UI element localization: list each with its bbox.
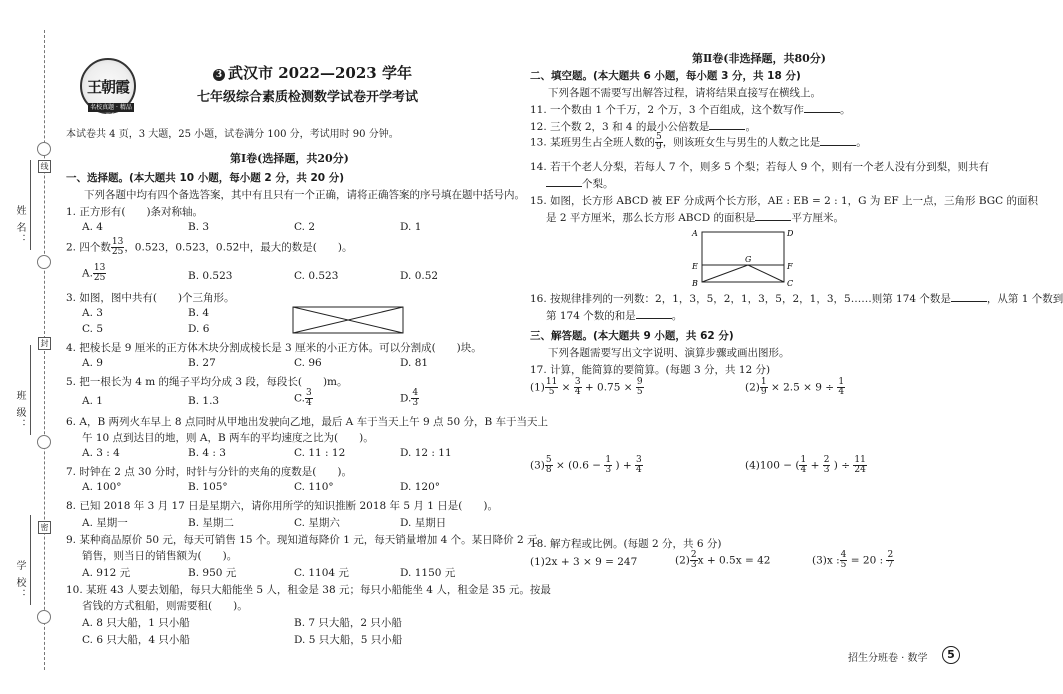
binding-mark-mi: 密	[38, 521, 51, 534]
q6-option-c: C. 11 : 12	[294, 447, 346, 459]
binding-line	[44, 30, 45, 670]
fig-label-b: B	[692, 279, 698, 288]
q15-stem-line2: 是 2 平方厘米，那么长方形 ABCD 的面积是 平方厘米。	[546, 212, 844, 224]
name-label: 姓 名：	[14, 205, 25, 247]
name-field[interactable]	[30, 160, 31, 250]
q14-stem-line2: 个梨。	[546, 176, 614, 191]
section3-heading: 三、解答题。(本大题共 9 小题，共 62 分)	[530, 330, 734, 342]
q16-stem-line1: 16. 按规律排列的一列数：2，1，3，5，2，1，3，5，2，1，3，5……则第 174 个数是 ，从第 1 个数到	[530, 293, 1063, 305]
binding-hole	[37, 610, 51, 624]
logo-banner: 名校真题 · 精品课程	[88, 103, 134, 112]
q3-option-c: C. 5	[82, 323, 104, 335]
q11-stem: 11. 一个数由 1 个千万，2 个万，3 个百组成，这个数写作 。	[530, 104, 851, 116]
q3-triangle-figure	[292, 306, 404, 334]
q7-option-d: D. 120°	[400, 481, 441, 493]
q8-option-d: D. 星期日	[400, 517, 447, 529]
class-field[interactable]	[30, 345, 31, 435]
school-label: 学 校：	[14, 560, 25, 602]
section1-heading: 一、选择题。(本大题共 10 小题，每小题 2 分，共 20 分)	[66, 172, 345, 184]
q4-option-b: B. 27	[188, 357, 216, 369]
q9-option-b: B. 950 元	[188, 567, 237, 579]
q13-answer-blank[interactable]	[820, 145, 856, 146]
q18-2-equation: (2) $\frac{2}{3}$ x + 0.5x = 42	[675, 550, 771, 570]
q12-answer-blank[interactable]	[709, 129, 745, 130]
q2-option-b: B. 0.523	[188, 270, 233, 282]
footer-label: 招生分班卷 · 数学	[848, 653, 928, 664]
q10-option-c: C. 6 只大船，4 只小船	[82, 634, 190, 646]
q6-option-d: D. 12 : 11	[400, 447, 452, 459]
q3-option-a: A. 3	[82, 307, 103, 319]
q10-stem-line1: 10. 某班 43 人要去划船，每只大船能坐 5 人，租金是 38 元；每只小船能坐 4 人，租金是 35 元。按最	[66, 584, 551, 596]
q10-option-d: D. 5 只大船，5 只小船	[294, 634, 403, 646]
q11-answer-blank[interactable]	[804, 112, 840, 113]
q12-stem: 12. 三个数 2，3 和 4 的最小公倍数是 。	[530, 121, 756, 133]
q4-option-d: D. 81	[400, 357, 429, 369]
q17-stem: 17. 计算，能简算的要简算。(每题 3 分，共 12 分)	[530, 364, 771, 376]
q5-option-c: C. $\frac{3}{4}$	[294, 388, 312, 408]
binding-mark-xian: 线	[38, 160, 51, 173]
section3-instruction: 下列各题需要写出文字说明、演算步骤或画出图形。	[548, 347, 790, 359]
q3-stem: 3. 如图，图中共有( )个三角形。	[66, 292, 235, 304]
q2-option-d: D. 0.52̇	[400, 270, 439, 282]
binding-hole	[37, 142, 51, 156]
fig-label-g: G	[745, 255, 752, 264]
q10-option-b: B. 7 只大船，2 只小船	[294, 617, 402, 629]
q6-option-a: A. 3 : 4	[82, 447, 120, 459]
fig-label-d: D	[787, 229, 794, 238]
binding-hole	[37, 435, 51, 449]
q14-stem-line1: 14. 若干个老人分梨，若每人 7 个，则多 5 个梨；若每人 9 个，则有一个老人没有分到梨，则共有	[530, 161, 990, 173]
exam-title-line1: 3 武汉市 2022—2023 学年	[213, 62, 412, 83]
q9-option-a: A. 912 元	[82, 567, 131, 579]
q10-stem-line2: 省钱的方式租船，则需要租( )。	[82, 600, 248, 612]
q8-option-b: B. 星期二	[188, 517, 234, 529]
page-number: 5	[942, 646, 960, 664]
q2-option-c: C. 0.523̇	[294, 270, 339, 282]
q4-stem: 4. 把棱长是 9 厘米的正方体木块分割成棱长是 3 厘米的小正方体。可以分割成( )块。	[66, 342, 482, 354]
q16-answer-blank-2[interactable]	[636, 318, 672, 319]
q17-2-expression: (2) $\frac{1}{9}$ × 2.5 × 9 ÷ $\frac{1}{4}$	[745, 377, 845, 397]
q16-answer-blank-1[interactable]	[951, 301, 987, 302]
fig-label-a: A	[692, 229, 698, 238]
q6-option-b: B. 4 : 3	[188, 447, 226, 459]
binding-mark-feng: 封	[38, 337, 51, 350]
class-label: 班 级：	[14, 390, 25, 432]
q15-stem-line1: 15. 如图，长方形 ABCD 被 EF 分成两个长方形，AE : EB = 2 : 1，G 为 EF 上一点，三角形 BGC 的面积	[530, 195, 1039, 207]
part1-title: 第Ⅰ卷(选择题，共20分)	[230, 152, 349, 165]
q4-option-c: C. 96	[294, 357, 322, 369]
q1-option-d: D. 1	[400, 221, 422, 233]
q14-answer-blank[interactable]	[546, 186, 582, 187]
q6-stem-line1: 6. A，B 两列火车早上 8 点同时从甲地出发驶向乙地，最后 A 车于当天上午 9 点 50 分，B 车于当天上	[66, 416, 549, 428]
q1-option-b: B. 3	[188, 221, 210, 233]
section2-instruction: 下列各题不需要写出解答过程，请将结果直接写在横线上。	[548, 87, 821, 99]
exam-number-badge: 3	[213, 69, 225, 81]
q8-stem: 8. 已知 2018 年 3 月 17 日是星期六，请你用所学的知识推断 2018 年 5 月 1 日是( )。	[66, 500, 498, 512]
q7-option-c: C. 110°	[294, 481, 334, 493]
binding-hole	[37, 255, 51, 269]
q18-1-equation: (1)2x + 3 × 9 = 247	[530, 556, 638, 568]
q18-stem: 18. 解方程或比例。(每题 2 分，共 6 分)	[530, 538, 722, 550]
fig-label-c: C	[787, 279, 794, 288]
exam-title-line2: 七年级综合素质检测数学试卷开学考试	[197, 90, 419, 105]
section1-instruction: 下列各题中均有四个备选答案，其中有且只有一个正确，请将正确答案的序号填在题中括号内。	[84, 189, 525, 201]
q4-option-a: A. 9	[82, 357, 103, 369]
school-field[interactable]	[30, 515, 31, 605]
q8-option-a: A. 星期一	[82, 517, 128, 529]
q7-option-b: B. 105°	[188, 481, 228, 493]
q9-stem-line2: 销售，则当日的销售额为( )。	[82, 550, 238, 562]
fig-label-f: F	[787, 262, 793, 271]
q18-3-equation: (3)x : $\frac{4}{5}$ = 20 : $\frac{2}{7}$	[812, 550, 894, 570]
q5-option-a: A. 1	[82, 395, 103, 407]
fig-label-e: E	[692, 262, 698, 271]
q16-stem-line2: 第 174 个数的和是 。	[546, 310, 683, 322]
q9-option-c: C. 1104 元	[294, 567, 349, 579]
part2-title: 第Ⅱ卷(非选择题，共80分)	[692, 52, 826, 65]
q8-option-c: C. 星期六	[294, 517, 340, 529]
q1-option-a: A. 4	[82, 221, 103, 233]
q2-fraction: $\frac{13}{25}$	[111, 237, 124, 257]
q9-option-d: D. 1150 元	[400, 567, 456, 579]
q5-stem: 5. 把一根长为 4 m 的绳子平均分成 3 段，每段长( )m。	[66, 376, 348, 388]
q5-option-d: D. $\frac{4}{3}$	[400, 388, 419, 408]
q17-3-expression: (3) $\frac{5}{8}$ × (0.6 − $\frac{1}{3}$ ) + $\frac{3}{4}$	[530, 455, 642, 475]
q10-option-a: A. 8 只大船，1 只小船	[82, 617, 190, 629]
publisher-logo: 王朝霞	[80, 58, 136, 114]
q2-option-a: A. $\frac{13}{25}$	[82, 263, 106, 283]
q6-stem-line2: 午 10 点到达目的地，则 A，B 两车的平均速度之比为( )。	[82, 432, 374, 444]
q17-1-expression: (1) $\frac{11}{5}$ × $\frac{3}{4}$ + 0.75 × $\frac{9}{5}$	[530, 377, 643, 397]
q9-stem-line1: 9. 某种商品原价 50 元，每天可销售 15 个。现知道每降价 1 元，每天销量增加 4 个。某日降价 2 元	[66, 534, 538, 546]
q2-stem: 2. 四个数 $\frac{13}{25}$ ，0.523，0.523̇，0.52̇中，最大的数是( )。	[66, 237, 353, 257]
q3-option-d: D. 6	[188, 323, 210, 335]
q13-stem: 13. 某班男生占全班人数的 $\frac{5}{9}$ ，则该班女生与男生的人数之比是 。	[530, 132, 867, 152]
q7-option-a: A. 100°	[82, 481, 122, 493]
q5-option-b: B. 1.3	[188, 395, 220, 407]
q15-rectangle-figure	[690, 226, 800, 288]
q7-stem: 7. 时钟在 2 点 30 分时，时针与分针的夹角的度数是( )。	[66, 466, 352, 478]
q1-stem: 1. 正方形有( )条对称轴。	[66, 206, 204, 218]
q17-4-expression: (4)100 − ( $\frac{1}{4}$ + $\frac{2}{3}$ ) ÷ $\frac{11}{24}$	[745, 455, 866, 475]
section2-heading: 二、填空题。(本大题共 6 小题，每小题 3 分，共 18 分)	[530, 70, 801, 82]
q3-option-b: B. 4	[188, 307, 210, 319]
exam-intro: 本试卷共 4 页，3 大题，25 小题，试卷满分 100 分，考试用时 90 分钟。	[66, 129, 399, 140]
q1-option-c: C. 2	[294, 221, 316, 233]
q15-answer-blank[interactable]	[755, 220, 791, 221]
